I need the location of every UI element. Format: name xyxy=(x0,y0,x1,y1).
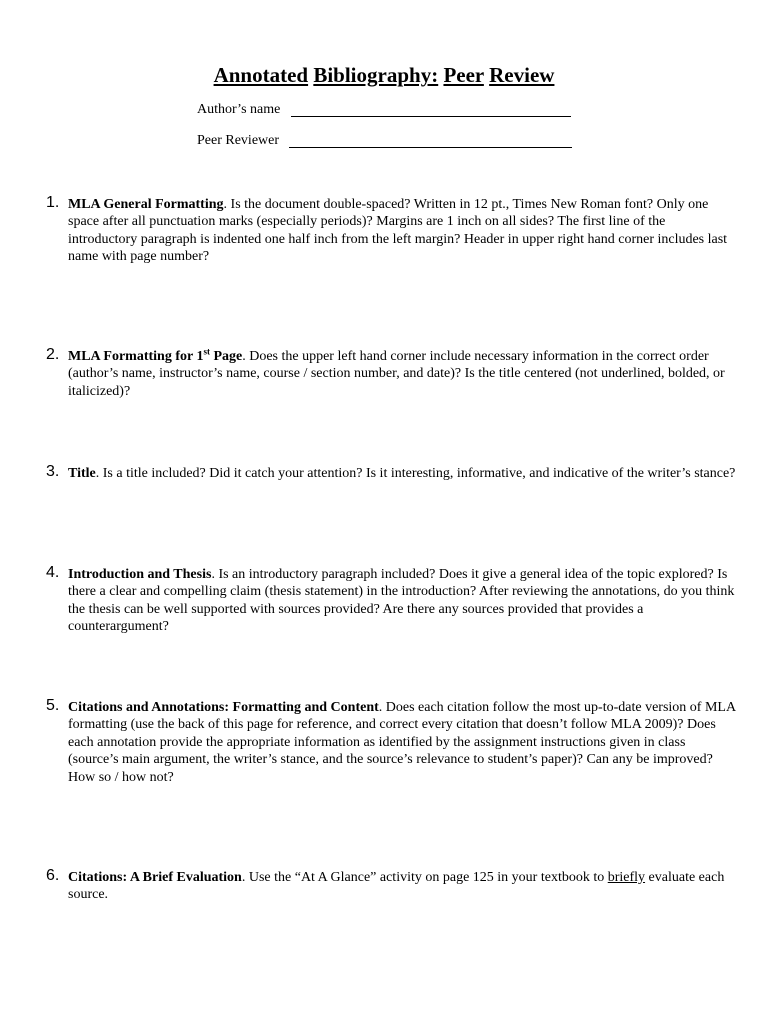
question-text: . Is a title included? Did it catch your attention? Is it interesting, informative, and indicative of the writer’s stance? xyxy=(95,466,736,481)
heading-part: Page xyxy=(209,349,243,364)
question-number: 5. xyxy=(46,697,60,714)
question-body xyxy=(68,869,736,904)
question-heading: Title xyxy=(68,466,96,481)
question-text: . Does each citation follow the most up-to-date version of MLA formatting (use the back of this page for reference, and correct every citation that doesn’t follow MLA 2009)? Does each annotation provide the appropriate information as identified by the assignment instructions given in class (source’s main argument, the writer’s stance, and the source’s relevance to student’s paper)? Can any be improved? How so / how not? xyxy=(68,700,736,785)
question-number: 2. xyxy=(46,346,60,363)
question-heading xyxy=(68,346,243,364)
heading-part: MLA Formatting for 1 xyxy=(68,349,204,364)
title-word: Annotated xyxy=(213,63,309,87)
question-body xyxy=(68,566,736,636)
question-heading: MLA General Formatting xyxy=(68,197,224,212)
author-name-field xyxy=(197,101,577,119)
question-number: 4. xyxy=(46,564,60,581)
heading-superscript: st xyxy=(203,346,210,357)
question-body xyxy=(68,699,736,786)
author-name-label: Author’s name xyxy=(197,102,281,117)
question-heading: Citations: A Brief Evaluation xyxy=(68,870,242,885)
question-text: . Is an introductory paragraph included? Does it give a general idea of the topic explored? Is there a clear and compelling claim (thesis statement) in the introduction? After reviewing the annotations, do you think the thesis can be well supported with sources provided? Are there any sources provided that provides a counterargument? xyxy=(68,567,735,635)
title-word: Review xyxy=(489,63,555,87)
question-body xyxy=(68,465,736,482)
peer-reviewer-field xyxy=(197,132,577,150)
question-heading: Citations and Annotations: Formatting and Content xyxy=(68,700,379,715)
question-body xyxy=(68,196,736,266)
question-heading: Introduction and Thesis xyxy=(68,567,212,582)
title-word: Bibliography: xyxy=(313,63,439,87)
question-body xyxy=(68,348,736,400)
question-text: . Does the upper left hand corner include necessary information in the correct order (author’s name, instructor’s name, course / section number, and date)? Is the title centered (not underlined, bolded, or italicized)? xyxy=(68,349,725,399)
question-number: 6. xyxy=(46,867,60,884)
peer-reviewer-label: Peer Reviewer xyxy=(197,133,280,148)
question-text: evaluate each source. xyxy=(68,870,725,903)
underlined-word: briefly xyxy=(607,870,646,885)
question-number: 3. xyxy=(46,463,60,480)
page-title xyxy=(0,60,768,90)
peer-reviewer-line[interactable] xyxy=(289,147,572,148)
question-text: . Is the document double-spaced? Written in 12 pt., Times New Roman font? Only one space after all punctuation marks (especially periods)? Margins are 1 inch on all sides? The first line of the introductory paragraph is indented one half inch from the left margin? Header in upper right hand corner includes last name with page number? xyxy=(68,197,728,265)
title-word: Peer xyxy=(443,63,484,87)
question-text: . Use the “At A Glance” activity on page 125 in your textbook to xyxy=(241,870,608,885)
author-name-line[interactable] xyxy=(291,116,571,117)
question-number: 1. xyxy=(46,194,60,211)
